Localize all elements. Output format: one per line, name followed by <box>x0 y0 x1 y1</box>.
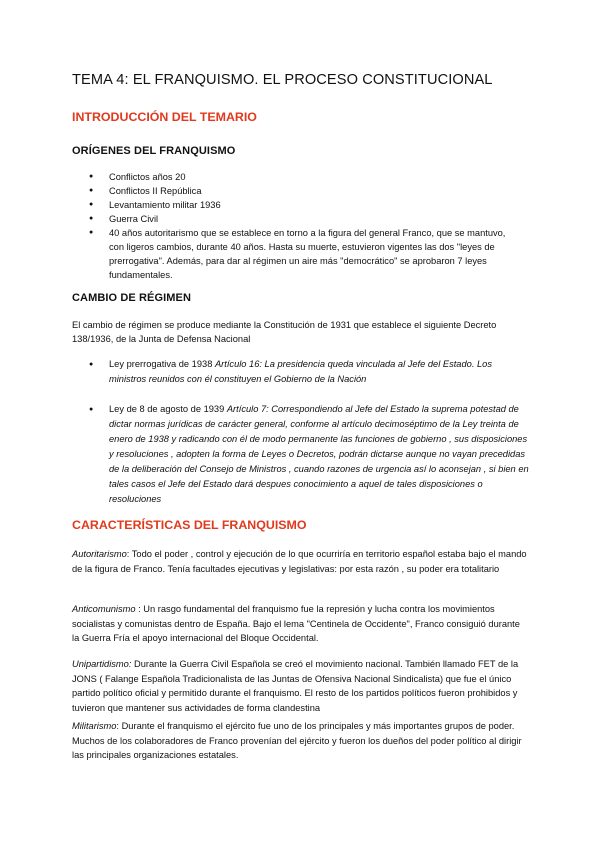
characteristic-text: Durante la Guerra Civil Española se creó el movimiento nacional. También llamado FET de la JONS ( Falange Española Tradicionalista de las Juntas de Ofensiva Nacional Sindicalista) que fue el único partido político oficial y permitido durante el franquismo. El resto de los partidos políticos fueron prohibidos y tuvieron que mantener sus actividades de forma clandestina <box>72 659 519 714</box>
characteristic-text: : Todo el poder , control y ejecución de lo que ocurriría en territorio español estaba bajo el mando de la figura de Franco. Tenía facultades ejecutivas y legislativas: por esta razón , su poder era totalitario <box>72 549 527 574</box>
characteristic-term: Militarismo <box>72 721 117 731</box>
law-article: Artículo 7: Correspondiendo al Jefe del Estado la suprema potestad de dictar normas jurídicas de carácter general, conforme al artículo decimoséptimo de la Ley treinta de enero de 1938 y radicando con él de modo permanente las funciones de gobierno , sus disposiciones y resoluciones , adopten la forma de Leyes o Decretos, podrán dictarse aunque no vayan precedidas de la deliberación del Consejo de Ministros , cuando razones de urgencia así lo aconsejan , si bien en tales casos el Jefe del Estado dará despues conocimiento a aquel de tales disposiciones o resoluciones <box>109 404 529 504</box>
law-prefix: Ley prerrogativa de 1938 <box>109 359 215 369</box>
list-item: ● 40 años autoritarismo que se establece en torno a la figura del general Franco, que se mantuvo, con ligeros cambios, durante 40 años. Hasta su muerte, estuvieron vigentes las dos "leyes de prerrogativa". Además, para dar al régimen un aire más "democrático" se aprobaron 7 leyes fundamentales. <box>89 226 509 282</box>
laws-list <box>89 357 529 507</box>
origins-heading: ORÍGENES DEL FRANQUISMO <box>72 145 236 157</box>
characteristic-paragraph <box>72 547 528 576</box>
characteristics-heading: CARACTERÍSTICAS DEL FRANQUISMO <box>72 518 307 532</box>
law-article: Artículo 16: La presidencia queda vinculada al Jefe del Estado. Los ministros reunidos con él constituyen el Gobierno de la Nación <box>109 359 492 384</box>
characteristic-paragraph <box>72 719 528 763</box>
characteristic-paragraph <box>72 602 528 646</box>
intro-heading: INTRODUCCIÓN DEL TEMARIO <box>72 110 257 124</box>
law-item <box>89 402 529 507</box>
characteristic-term: Anticomunismo <box>72 604 136 614</box>
document-title: TEMA 4: EL FRANQUISMO. EL PROCESO CONSTITUCIONAL <box>72 72 493 88</box>
law-item <box>89 357 529 387</box>
characteristic-paragraph <box>72 657 528 716</box>
origins-list <box>89 170 509 282</box>
list-item: ● Levantamiento militar 1936 <box>89 198 509 212</box>
characteristic-text: : Durante el franquismo el ejército fue uno de los principales y más importantes grupos de poder. Muchos de los colaboradores de Franco provenían del ejército y fueron los dueños del poder político al dirigir las principales organizaciones estatales. <box>72 721 522 761</box>
regime-change-intro: El cambio de régimen se produce mediante la Constitución de 1931 que establece el siguiente Decreto 138/1936, de la Junta de Defensa Nacional <box>72 320 497 344</box>
characteristic-text: : Un rasgo fundamental del franquismo fue la represión y lucha contra los movimientos socialistas y comunistas dentro de España. Bajo el lema "Centinela de Occidente", Franco consiguió durante la Guerra Fría el apoyo internacional del Bloque Occidental. <box>72 604 520 644</box>
regime-change-heading: CAMBIO DE RÉGIMEN <box>72 292 192 304</box>
characteristic-term: Autoritarismo <box>72 549 127 559</box>
list-item: ● Conflictos años 20 <box>89 170 509 184</box>
characteristic-term: Unipartidismo: <box>72 659 132 669</box>
list-item: ● Conflictos II República <box>89 184 509 198</box>
law-prefix: Ley de 8 de agosto de 1939 <box>109 404 227 414</box>
list-item: ● Guerra Civil <box>89 212 509 226</box>
